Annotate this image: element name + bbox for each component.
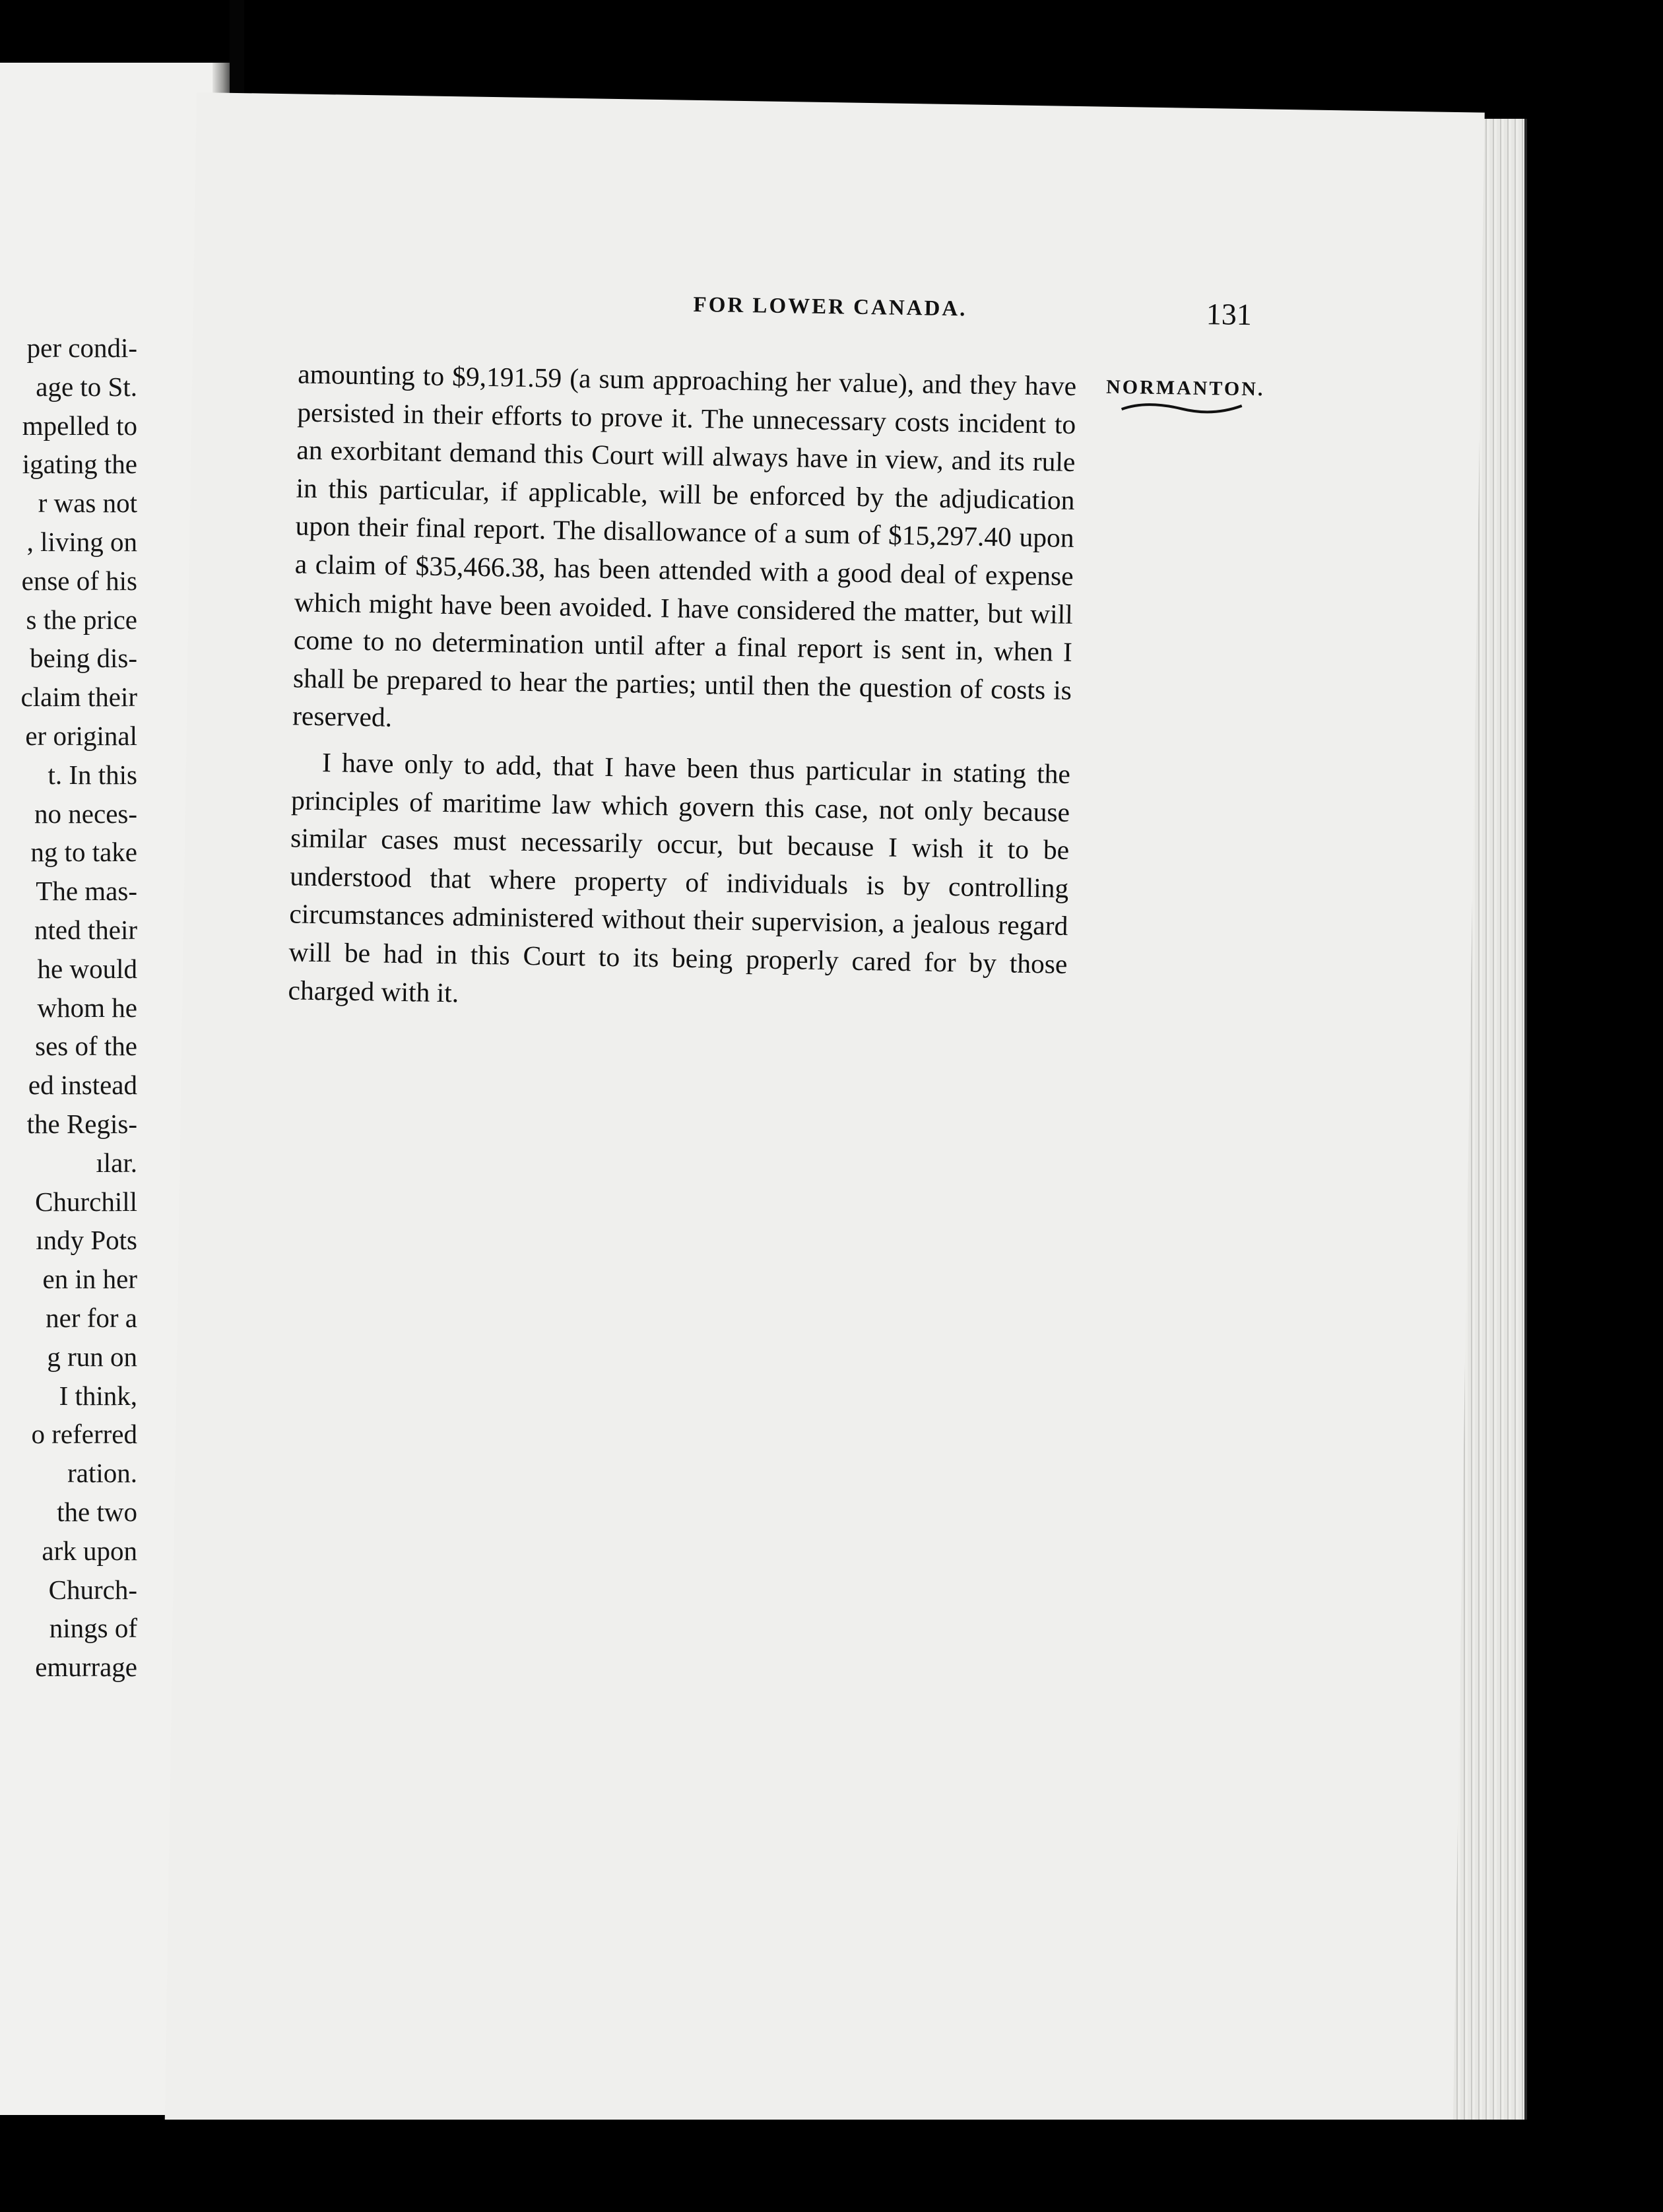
- left-page-line: no neces-: [34, 798, 137, 829]
- ornamental-swash-icon: [1119, 400, 1245, 416]
- right-page: [165, 92, 1485, 2145]
- left-page-line: Church-: [48, 1574, 137, 1605]
- left-page-line: the two: [57, 1496, 137, 1527]
- left-page-line: age to St.: [36, 371, 137, 402]
- left-page-line: nted their: [34, 914, 137, 945]
- left-page-line: igating the: [22, 449, 137, 480]
- left-page-line: nings of: [49, 1613, 137, 1644]
- left-page-line: ılar.: [96, 1147, 137, 1178]
- left-page-line: ng to take: [30, 837, 137, 868]
- left-page-line: ark upon: [42, 1535, 137, 1566]
- left-page-line: ration.: [67, 1458, 137, 1489]
- left-page-line: mpelled to: [22, 410, 137, 441]
- scan-border-bottom: [0, 2120, 1663, 2212]
- left-page-line: s the price: [26, 604, 137, 635]
- left-page-line: ses of the: [35, 1031, 137, 1062]
- left-page-line: he would: [37, 953, 137, 984]
- left-page-line: ındy Pots: [36, 1225, 137, 1256]
- left-page-line: The mas-: [36, 876, 137, 907]
- left-page-line: ner for a: [46, 1302, 137, 1333]
- sidenote-text: NORMANTON.: [1105, 375, 1265, 401]
- left-page-line: claim their: [20, 682, 137, 713]
- left-page-line: per condi-: [26, 333, 137, 363]
- left-page-line: ense of his: [21, 565, 137, 596]
- paragraph-1: amounting to $9,191.59 (a sum approaching her value), and they have persisted in their efforts to prove it. The unnecessary costs incident to an exorbitant demand this Court will always have in view, and its rule in this particular, if applicable, will be enforced by the adjudication upon their final report. The disallowance of a sum of $15,297.40 upon a claim of $35,466.38, has been attended with a good deal of expense which might have been avoided. I have considered the matter, but will come to no determination until after a final report is sent in, when I shall be prepared to hear the parties; until then the question of costs is reserved.: [292, 358, 1077, 733]
- body-text: [288, 355, 1076, 1022]
- left-page-line: t. In this: [48, 759, 137, 790]
- left-page-line: g run on: [47, 1341, 137, 1372]
- left-page-line: being dis-: [30, 643, 137, 674]
- running-header: FOR LOWER CANADA.: [693, 292, 967, 321]
- left-page-line: , living on: [26, 526, 137, 557]
- left-page-line: en in her: [42, 1264, 137, 1295]
- page-number: 131: [1206, 297, 1253, 332]
- left-page-line: whom he: [37, 992, 137, 1023]
- left-page-text: [0, 329, 137, 1687]
- left-page-line: ed instead: [28, 1070, 137, 1101]
- margin-sidenote: [1106, 376, 1265, 417]
- left-page-line: er original: [25, 720, 137, 751]
- paragraph-2: I have only to add, that I have been thus particular in stating the principles of maritime law which govern this case, not only because similar cases must necessarily occur, but because I wish it to be understood that where property of individuals is by controlling circumstances administered without their supervision, a jealous regard will be had in this Court to its being properly cared for by those charged with it.: [288, 747, 1071, 1008]
- left-page-line: Churchill: [35, 1186, 137, 1217]
- left-page-line: o referred: [31, 1419, 137, 1450]
- left-page-line: the Regis-: [26, 1108, 137, 1139]
- left-page-line: emurrage: [35, 1652, 137, 1683]
- left-page-line: I think,: [59, 1380, 137, 1411]
- left-page-line: r was not: [38, 488, 137, 519]
